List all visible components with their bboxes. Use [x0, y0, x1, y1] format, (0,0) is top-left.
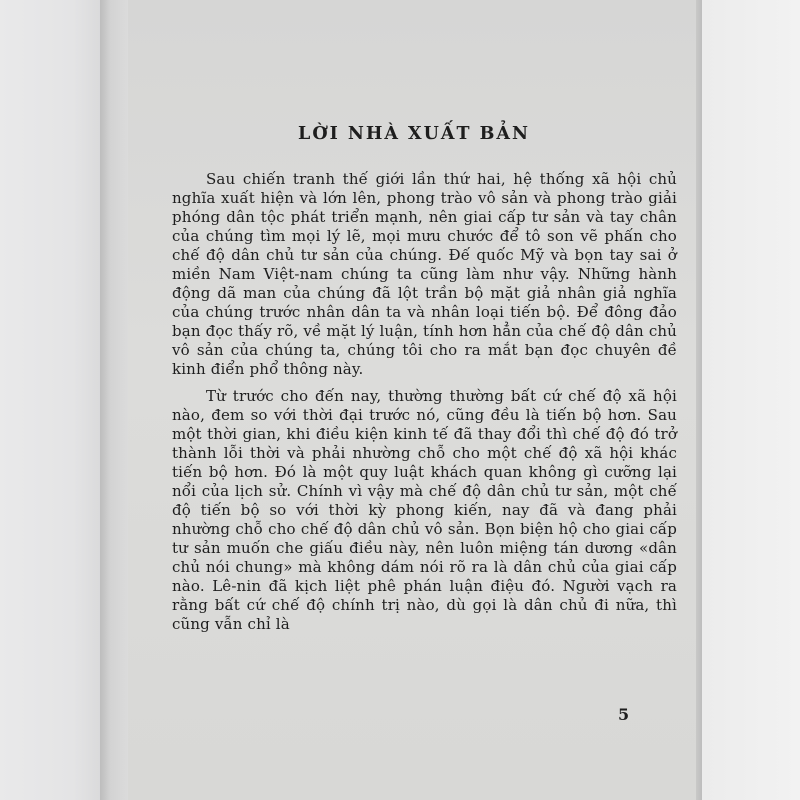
background-right [702, 0, 800, 800]
page-number: 5 [618, 705, 630, 724]
book-gutter [100, 0, 130, 800]
book-page [128, 0, 700, 800]
paragraph-2: Từ trước cho đến nay, thường thường bất cứ chế độ xã hội nào, đem so với thời đại trước nó, cũng đều là tiến bộ hơn. Sau một thời gian, khi điều kiện kinh tế đã thay đổi thì chế độ đó trở thành lỗi thời và phải nhường chỗ cho một chế độ xã hội khác tiến bộ hơn. Đó là một quy luật khách quan không gì cưỡng lại nổi của lịch sử. Chính vì vậy mà chế độ dân chủ tư sản, một chế độ tiến bộ so với thời kỳ phong kiến, nay đã và đang phải nhường chỗ cho chế độ dân chủ vô sản. Bọn biện hộ cho giai cấp tư sản muốn che giấu điều này, nên luôn miệng tán dương «dân chủ nói chung» mà không dám nói rõ ra là dân chủ của giai cấp nào. Lê-nin đã kịch liệt phê phán luận điệu đó. Người vạch ra rằng bất cứ chế độ chính trị nào, dù gọi là dân chủ đi nữa, thì cũng vẫn chỉ là [172, 387, 677, 633]
page-title: LỜI NHÀ XUẤT BẢN [298, 124, 530, 144]
body-text [172, 170, 677, 634]
background-left [0, 0, 104, 800]
paragraph-1: Sau chiến tranh thế giới lần thứ hai, hệ thống xã hội chủ nghĩa xuất hiện và lớn lên, phong trào vô sản và phong trào giải phóng dân tộc phát triển mạnh, nên giai cấp tư sản và tay chân của chúng tìm mọi lý lẽ, mọi mưu chước để tô son vẽ phấn cho chế độ dân chủ tư sản của chúng. Đế quốc Mỹ và bọn tay sai ở miền Nam Việt-nam chúng ta cũng làm như vậy. Những hành động dã man của chúng đã lột trần bộ mặt giả nhân giả nghĩa của chúng trước nhân dân ta và nhân loại tiến bộ. Để đông đảo bạn đọc thấy rõ, về mặt lý luận, tính hơn hẳn của chế độ dân chủ vô sản của chúng ta, chúng tôi cho ra mắt bạn đọc chuyên đề kinh điển phổ thông này. [172, 170, 677, 378]
